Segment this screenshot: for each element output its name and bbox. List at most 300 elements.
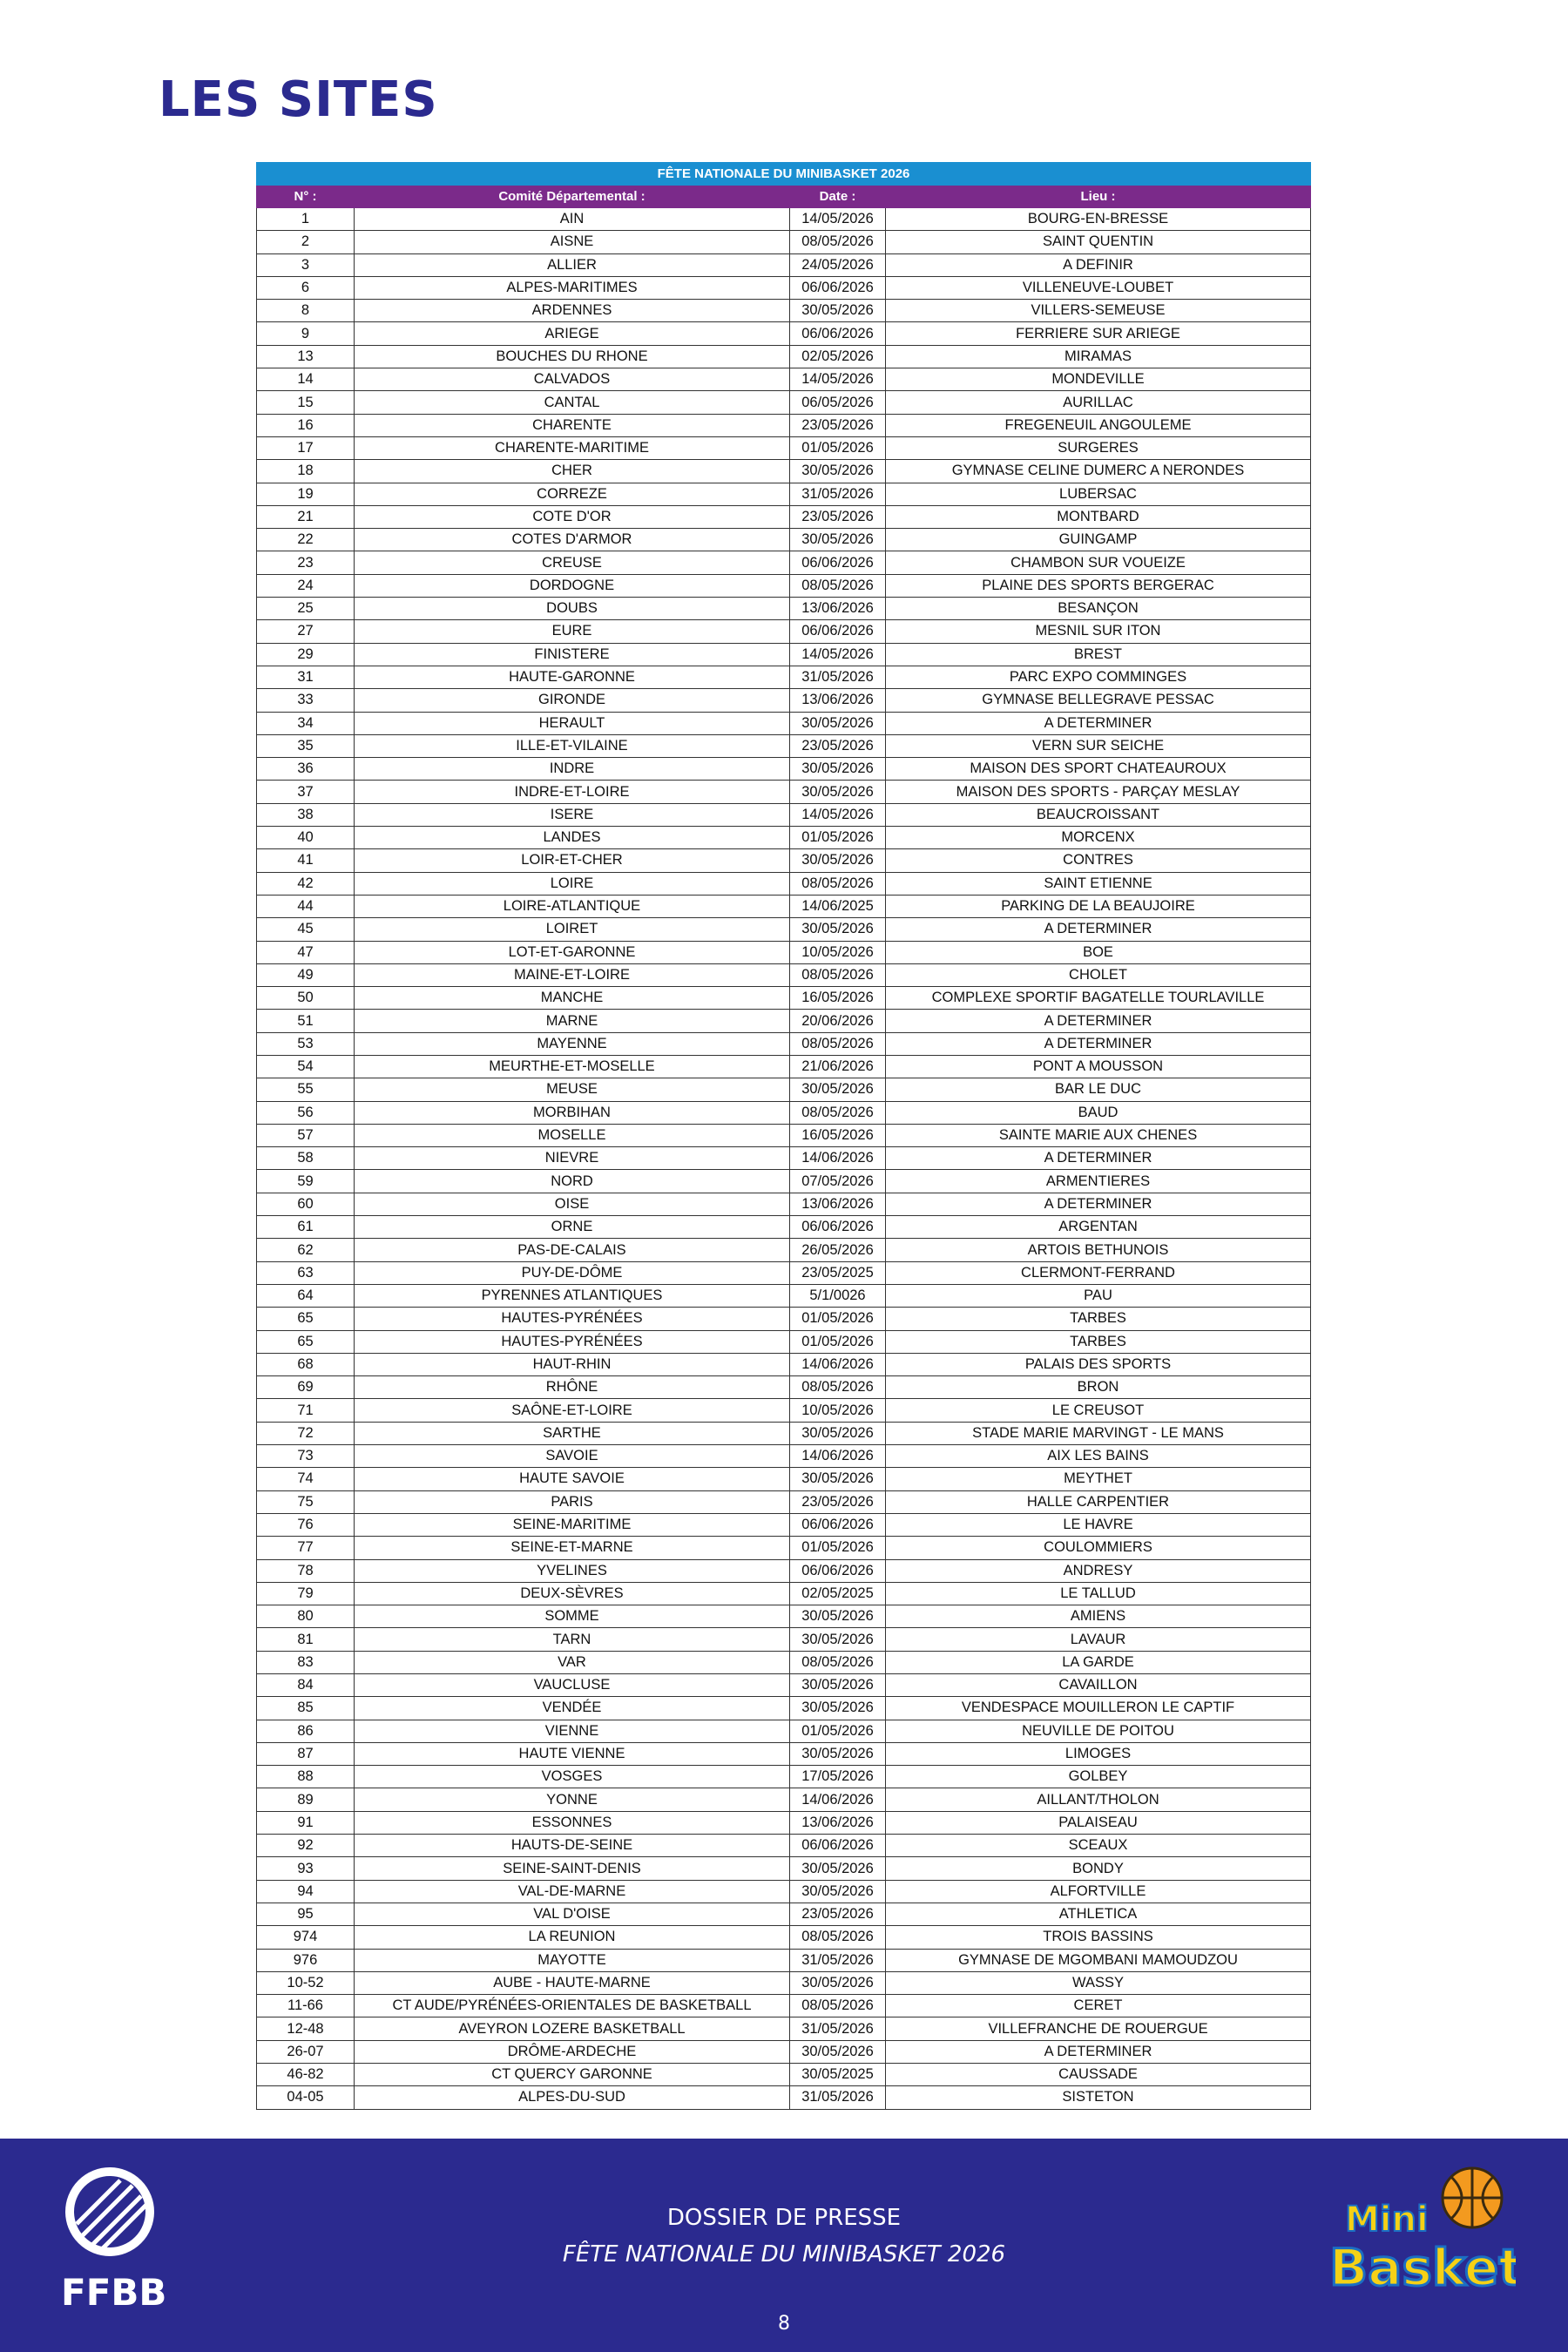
cell-location: A DETERMINER [886, 2040, 1311, 2063]
cell-number: 69 [257, 1376, 355, 1399]
cell-date: 06/06/2026 [790, 1835, 886, 1857]
cell-location: CERET [886, 1995, 1311, 2017]
cell-location: CONTRES [886, 849, 1311, 872]
cell-location: MONDEVILLE [886, 368, 1311, 391]
cell-date: 23/05/2026 [790, 1490, 886, 1513]
cell-date: 31/05/2026 [790, 1949, 886, 1971]
cell-committee: HAUTES-PYRÉNÉES [355, 1308, 790, 1330]
cell-committee: SAVOIE [355, 1445, 790, 1468]
cell-number: 51 [257, 1010, 355, 1032]
table-row [257, 1445, 1311, 1468]
table-row [257, 1147, 1311, 1170]
table-row [257, 1490, 1311, 1513]
cell-number: 65 [257, 1308, 355, 1330]
cell-committee: SARTHE [355, 1422, 790, 1444]
cell-location: A DETERMINER [886, 1032, 1311, 1055]
cell-number: 57 [257, 1124, 355, 1146]
cell-date: 31/05/2026 [790, 2086, 886, 2109]
cell-date: 30/05/2026 [790, 1880, 886, 1903]
cell-committee: PUY-DE-DÔME [355, 1261, 790, 1284]
sites-table [256, 162, 1311, 2110]
cell-committee: DEUX-SÈVRES [355, 1582, 790, 1605]
cell-committee: ALPES-MARITIMES [355, 276, 790, 299]
cell-date: 01/05/2026 [790, 827, 886, 849]
header-location: Lieu : [886, 186, 1311, 208]
cell-location: WASSY [886, 1971, 1311, 1994]
cell-committee: PYRENNES ATLANTIQUES [355, 1284, 790, 1307]
cell-committee: MAINE-ET-LOIRE [355, 963, 790, 986]
cell-date: 23/05/2026 [790, 734, 886, 757]
cell-committee: BOUCHES DU RHONE [355, 345, 790, 368]
table-row [257, 849, 1311, 872]
cell-number: 9 [257, 322, 355, 345]
table-row [257, 643, 1311, 666]
cell-number: 18 [257, 460, 355, 483]
table-row [257, 1788, 1311, 1811]
cell-date: 01/05/2026 [790, 1308, 886, 1330]
cell-committee: SEINE-ET-MARNE [355, 1537, 790, 1559]
table-row [257, 918, 1311, 941]
cell-date: 26/05/2026 [790, 1239, 886, 1261]
cell-committee: NIEVRE [355, 1147, 790, 1170]
cell-committee: GIRONDE [355, 689, 790, 712]
cell-location: LAVAUR [886, 1628, 1311, 1651]
cell-date: 06/06/2026 [790, 1559, 886, 1582]
cell-number: 78 [257, 1559, 355, 1582]
cell-location: MIRAMAS [886, 345, 1311, 368]
table-row [257, 689, 1311, 712]
cell-location: AURILLAC [886, 391, 1311, 414]
cell-date: 30/05/2026 [790, 529, 886, 551]
cell-date: 08/05/2026 [790, 574, 886, 597]
cell-number: 58 [257, 1147, 355, 1170]
cell-committee: DORDOGNE [355, 574, 790, 597]
header-committee: Comité Départemental : [355, 186, 790, 208]
cell-number: 14 [257, 368, 355, 391]
cell-committee: AISNE [355, 231, 790, 253]
cell-number: 79 [257, 1582, 355, 1605]
table-row [257, 1261, 1311, 1284]
table-row [257, 1376, 1311, 1399]
cell-committee: VAL D'OISE [355, 1903, 790, 1925]
cell-number: 50 [257, 987, 355, 1010]
cell-committee: CANTAL [355, 391, 790, 414]
cell-number: 92 [257, 1835, 355, 1857]
cell-committee: MOSELLE [355, 1124, 790, 1146]
cell-location: FREGENEUIL ANGOULEME [886, 414, 1311, 436]
cell-committee: TARN [355, 1628, 790, 1651]
cell-date: 30/05/2026 [790, 1697, 886, 1720]
cell-committee: RHÔNE [355, 1376, 790, 1399]
cell-committee: FINISTERE [355, 643, 790, 666]
cell-date: 01/05/2026 [790, 1537, 886, 1559]
cell-number: 40 [257, 827, 355, 849]
table-row [257, 1674, 1311, 1697]
table-row [257, 1422, 1311, 1444]
cell-date: 23/05/2026 [790, 414, 886, 436]
cell-number: 83 [257, 1651, 355, 1673]
table-header-row [257, 186, 1311, 208]
cell-committee: HAUTE VIENNE [355, 1742, 790, 1765]
cell-committee: ARDENNES [355, 300, 790, 322]
cell-number: 53 [257, 1032, 355, 1055]
cell-date: 30/05/2026 [790, 1742, 886, 1765]
table-row [257, 803, 1311, 826]
cell-date: 30/05/2026 [790, 460, 886, 483]
table-row [257, 872, 1311, 895]
cell-number: 91 [257, 1811, 355, 1834]
cell-committee: OISE [355, 1193, 790, 1215]
cell-number: 88 [257, 1766, 355, 1788]
cell-committee: MANCHE [355, 987, 790, 1010]
cell-committee: CHARENTE [355, 414, 790, 436]
cell-committee: MORBIHAN [355, 1101, 790, 1124]
table-row [257, 1903, 1311, 1925]
cell-location: LE TALLUD [886, 1582, 1311, 1605]
cell-location: MAISON DES SPORT CHATEAUROUX [886, 758, 1311, 781]
cell-location: CLERMONT-FERRAND [886, 1261, 1311, 1284]
cell-date: 31/05/2026 [790, 666, 886, 688]
cell-date: 30/05/2026 [790, 1468, 886, 1490]
table-row [257, 2064, 1311, 2086]
table-row [257, 1124, 1311, 1146]
cell-date: 14/06/2026 [790, 1147, 886, 1170]
cell-number: 16 [257, 414, 355, 436]
cell-committee: ESSONNES [355, 1811, 790, 1834]
table-row [257, 529, 1311, 551]
table-row [257, 1949, 1311, 1971]
cell-location: MONTBARD [886, 505, 1311, 528]
cell-number: 64 [257, 1284, 355, 1307]
cell-date: 14/06/2026 [790, 1788, 886, 1811]
cell-date: 02/05/2026 [790, 345, 886, 368]
table-row [257, 1055, 1311, 1078]
minibasket-logo-icon [1324, 2163, 1516, 2311]
cell-date: 14/05/2026 [790, 803, 886, 826]
cell-location: A DETERMINER [886, 1010, 1311, 1032]
cell-location: SURGERES [886, 436, 1311, 459]
cell-location: PARC EXPO COMMINGES [886, 666, 1311, 688]
cell-number: 11-66 [257, 1995, 355, 2017]
table-row [257, 1399, 1311, 1422]
cell-location: MEYTHET [886, 1468, 1311, 1490]
cell-date: 06/06/2026 [790, 276, 886, 299]
cell-date: 30/05/2026 [790, 1422, 886, 1444]
cell-number: 45 [257, 918, 355, 941]
cell-date: 08/05/2026 [790, 1926, 886, 1949]
table-row [257, 1835, 1311, 1857]
cell-number: 55 [257, 1078, 355, 1101]
cell-date: 13/06/2026 [790, 689, 886, 712]
cell-location: LIMOGES [886, 1742, 1311, 1765]
table-row [257, 1995, 1311, 2017]
cell-date: 08/05/2026 [790, 231, 886, 253]
cell-date: 23/05/2025 [790, 1261, 886, 1284]
cell-committee: COTE D'OR [355, 505, 790, 528]
cell-location: BRON [886, 1376, 1311, 1399]
cell-date: 14/06/2026 [790, 1353, 886, 1375]
cell-date: 30/05/2026 [790, 1078, 886, 1101]
table-row [257, 276, 1311, 299]
cell-date: 08/05/2026 [790, 1101, 886, 1124]
table-row [257, 1513, 1311, 1536]
cell-committee: SEINE-MARITIME [355, 1513, 790, 1536]
cell-committee: SAÔNE-ET-LOIRE [355, 1399, 790, 1422]
cell-location: ARTOIS BETHUNOIS [886, 1239, 1311, 1261]
cell-location: SAINT ETIENNE [886, 872, 1311, 895]
cell-committee: ORNE [355, 1216, 790, 1239]
cell-committee: LOIRE-ATLANTIQUE [355, 895, 790, 917]
cell-number: 21 [257, 505, 355, 528]
table-row [257, 414, 1311, 436]
cell-committee: VAUCLUSE [355, 1674, 790, 1697]
ffbb-logo-text: FFBB [61, 2271, 167, 2314]
minibasket-logo [1324, 2163, 1516, 2311]
cell-location: A DETERMINER [886, 918, 1311, 941]
cell-committee: COTES D'ARMOR [355, 529, 790, 551]
table-row [257, 1742, 1311, 1765]
cell-committee: AUBE - HAUTE-MARNE [355, 1971, 790, 1994]
table-row [257, 231, 1311, 253]
table-row [257, 963, 1311, 986]
cell-location: SCEAUX [886, 1835, 1311, 1857]
cell-location: BAUD [886, 1101, 1311, 1124]
cell-location: VILLERS-SEMEUSE [886, 300, 1311, 322]
table-row [257, 1170, 1311, 1193]
cell-committee: VAR [355, 1651, 790, 1673]
table-row [257, 1697, 1311, 1720]
cell-number: 41 [257, 849, 355, 872]
cell-number: 8 [257, 300, 355, 322]
cell-date: 30/05/2026 [790, 1628, 886, 1651]
cell-location: PAU [886, 1284, 1311, 1307]
cell-date: 06/06/2026 [790, 1513, 886, 1536]
cell-number: 37 [257, 781, 355, 803]
cell-date: 01/05/2026 [790, 1330, 886, 1353]
cell-date: 14/05/2026 [790, 368, 886, 391]
cell-committee: LOIR-ET-CHER [355, 849, 790, 872]
table-row [257, 391, 1311, 414]
cell-number: 13 [257, 345, 355, 368]
cell-number: 29 [257, 643, 355, 666]
cell-location: PALAISEAU [886, 1811, 1311, 1834]
cell-number: 35 [257, 734, 355, 757]
cell-committee: VAL-DE-MARNE [355, 1880, 790, 1903]
cell-committee: YVELINES [355, 1559, 790, 1582]
cell-date: 31/05/2026 [790, 483, 886, 505]
cell-number: 19 [257, 483, 355, 505]
cell-date: 06/05/2026 [790, 391, 886, 414]
cell-number: 80 [257, 1605, 355, 1628]
cell-number: 94 [257, 1880, 355, 1903]
cell-location: GYMNASE CELINE DUMERC A NERONDES [886, 460, 1311, 483]
cell-location: A DETERMINER [886, 1193, 1311, 1215]
cell-committee: INDRE [355, 758, 790, 781]
table-row [257, 1468, 1311, 1490]
cell-location: MAISON DES SPORTS - PARÇAY MESLAY [886, 781, 1311, 803]
cell-committee: CT QUERCY GARONNE [355, 2064, 790, 2086]
cell-location: BONDY [886, 1857, 1311, 1880]
cell-number: 74 [257, 1468, 355, 1490]
cell-number: 26-07 [257, 2040, 355, 2063]
cell-date: 30/05/2026 [790, 1971, 886, 1994]
cell-location: A DETERMINER [886, 1147, 1311, 1170]
cell-date: 30/05/2026 [790, 849, 886, 872]
table-row [257, 505, 1311, 528]
cell-number: 22 [257, 529, 355, 551]
cell-committee: SOMME [355, 1605, 790, 1628]
cell-date: 01/05/2026 [790, 1720, 886, 1742]
cell-location: COULOMMIERS [886, 1537, 1311, 1559]
cell-location: GYMNASE BELLEGRAVE PESSAC [886, 689, 1311, 712]
cell-location: GYMNASE DE MGOMBANI MAMOUDZOU [886, 1949, 1311, 1971]
cell-committee: ALLIER [355, 253, 790, 276]
table-row [257, 1766, 1311, 1788]
cell-location: ALFORTVILLE [886, 1880, 1311, 1903]
cell-committee: SEINE-SAINT-DENIS [355, 1857, 790, 1880]
table-row [257, 1582, 1311, 1605]
cell-committee: PAS-DE-CALAIS [355, 1239, 790, 1261]
page-number: 8 [778, 2313, 790, 2335]
cell-date: 08/05/2026 [790, 872, 886, 895]
table-row [257, 2017, 1311, 2040]
cell-committee: VOSGES [355, 1766, 790, 1788]
header-date: Date : [790, 186, 886, 208]
cell-location: HALLE CARPENTIER [886, 1490, 1311, 1513]
cell-date: 14/05/2026 [790, 643, 886, 666]
cell-number: 56 [257, 1101, 355, 1124]
table-row [257, 941, 1311, 963]
cell-location: MESNIL SUR ITON [886, 620, 1311, 643]
cell-date: 08/05/2026 [790, 1651, 886, 1673]
cell-number: 976 [257, 1949, 355, 1971]
cell-location: CHOLET [886, 963, 1311, 986]
cell-number: 76 [257, 1513, 355, 1536]
cell-committee: INDRE-ET-LOIRE [355, 781, 790, 803]
cell-committee: MAYENNE [355, 1032, 790, 1055]
cell-location: AIX LES BAINS [886, 1445, 1311, 1468]
event-name: FÊTE NATIONALE DU MINIBASKET 2026 [562, 2241, 1006, 2268]
cell-committee: MEURTHE-ET-MOSELLE [355, 1055, 790, 1078]
cell-location: BESANÇON [886, 598, 1311, 620]
cell-date: 02/05/2025 [790, 1582, 886, 1605]
table-row [257, 1559, 1311, 1582]
cell-date: 16/05/2026 [790, 1124, 886, 1146]
table-row [257, 1720, 1311, 1742]
cell-number: 59 [257, 1170, 355, 1193]
cell-location: PALAIS DES SPORTS [886, 1353, 1311, 1375]
cell-number: 12-48 [257, 2017, 355, 2040]
cell-date: 20/06/2026 [790, 1010, 886, 1032]
cell-date: 14/06/2025 [790, 895, 886, 917]
cell-location: GOLBEY [886, 1766, 1311, 1788]
cell-committee: LOT-ET-GARONNE [355, 941, 790, 963]
cell-number: 54 [257, 1055, 355, 1078]
cell-location: SISTETON [886, 2086, 1311, 2109]
cell-date: 24/05/2026 [790, 253, 886, 276]
cell-location: ARMENTIERES [886, 1170, 1311, 1193]
cell-date: 06/06/2026 [790, 551, 886, 574]
cell-committee: DOUBS [355, 598, 790, 620]
table-row [257, 1926, 1311, 1949]
cell-number: 72 [257, 1422, 355, 1444]
cell-committee: NORD [355, 1170, 790, 1193]
cell-location: BAR LE DUC [886, 1078, 1311, 1101]
cell-committee: HAUT-RHIN [355, 1353, 790, 1375]
table-row [257, 345, 1311, 368]
cell-date: 10/05/2026 [790, 941, 886, 963]
cell-date: 30/05/2026 [790, 2040, 886, 2063]
cell-location: TARBES [886, 1330, 1311, 1353]
cell-date: 06/06/2026 [790, 620, 886, 643]
cell-committee: ALPES-DU-SUD [355, 2086, 790, 2109]
cell-committee: DRÔME-ARDECHE [355, 2040, 790, 2063]
cell-date: 23/05/2026 [790, 505, 886, 528]
cell-date: 30/05/2026 [790, 712, 886, 734]
table-row [257, 1216, 1311, 1239]
cell-number: 95 [257, 1903, 355, 1925]
cell-number: 46-82 [257, 2064, 355, 2086]
cell-location: ANDRESY [886, 1559, 1311, 1582]
table-row [257, 987, 1311, 1010]
cell-date: 14/06/2026 [790, 1445, 886, 1468]
table-row [257, 208, 1311, 231]
cell-date: 16/05/2026 [790, 987, 886, 1010]
cell-location: VERN SUR SEICHE [886, 734, 1311, 757]
cell-location: PARKING DE LA BEAUJOIRE [886, 895, 1311, 917]
cell-number: 73 [257, 1445, 355, 1468]
cell-date: 13/06/2026 [790, 1193, 886, 1215]
cell-location: AILLANT/THOLON [886, 1788, 1311, 1811]
cell-number: 47 [257, 941, 355, 963]
cell-date: 30/05/2026 [790, 300, 886, 322]
cell-location: A DETERMINER [886, 712, 1311, 734]
cell-number: 04-05 [257, 2086, 355, 2109]
svg-text:Mini: Mini [1345, 2200, 1429, 2240]
cell-number: 65 [257, 1330, 355, 1353]
cell-committee: CALVADOS [355, 368, 790, 391]
cell-committee: AVEYRON LOZERE BASKETBALL [355, 2017, 790, 2040]
cell-date: 13/06/2026 [790, 598, 886, 620]
cell-date: 30/05/2026 [790, 1674, 886, 1697]
cell-date: 07/05/2026 [790, 1170, 886, 1193]
table-row [257, 460, 1311, 483]
cell-location: SAINT QUENTIN [886, 231, 1311, 253]
cell-number: 38 [257, 803, 355, 826]
cell-committee: LOIRE [355, 872, 790, 895]
cell-number: 49 [257, 963, 355, 986]
cell-number: 24 [257, 574, 355, 597]
cell-committee: HAUTE SAVOIE [355, 1468, 790, 1490]
cell-location: VILLENEUVE-LOUBET [886, 276, 1311, 299]
table-row [257, 758, 1311, 781]
cell-number: 71 [257, 1399, 355, 1422]
cell-number: 86 [257, 1720, 355, 1742]
table-row [257, 1537, 1311, 1559]
press-kit-label: DOSSIER DE PRESSE [666, 2205, 902, 2231]
cell-location: CAUSSADE [886, 2064, 1311, 2086]
cell-date: 5/1/0026 [790, 1284, 886, 1307]
cell-location: CHAMBON SUR VOUEIZE [886, 551, 1311, 574]
table-banner-row [257, 163, 1311, 186]
cell-committee: MEUSE [355, 1078, 790, 1101]
cell-committee: HAUTES-PYRÉNÉES [355, 1330, 790, 1353]
cell-number: 10-52 [257, 1971, 355, 1994]
cell-location: GUINGAMP [886, 529, 1311, 551]
cell-location: TROIS BASSINS [886, 1926, 1311, 1949]
cell-committee: HAUTS-DE-SEINE [355, 1835, 790, 1857]
cell-committee: PARIS [355, 1490, 790, 1513]
